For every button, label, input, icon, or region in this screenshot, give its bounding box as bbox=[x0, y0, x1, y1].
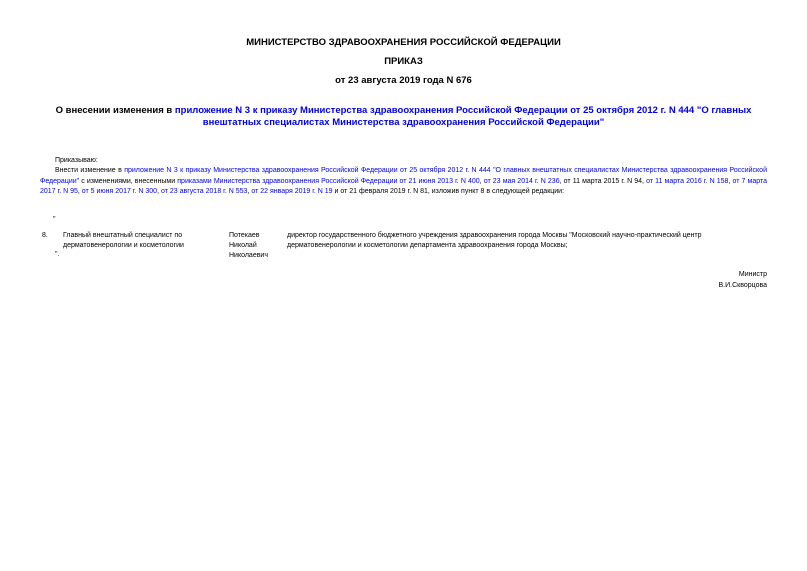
quote-open: " bbox=[53, 216, 56, 223]
document-title bbox=[40, 105, 767, 129]
para-start: Внести изменение в bbox=[55, 167, 125, 174]
title-prefix: О внесении изменения в bbox=[55, 105, 175, 116]
link-order-2019-january[interactable]: от 22 января 2019 г. N 19 bbox=[251, 188, 333, 195]
signature-name: В.И.Скворцова bbox=[718, 282, 767, 289]
ministry-heading: МИНИСТЕРСТВО ЗДРАВООХРАНЕНИЯ РОССИЙСКОЙ ФЕДЕРАЦИИ bbox=[246, 37, 561, 48]
para-mid2: , от 11 марта 2015 г. N 94, bbox=[559, 177, 647, 185]
link-order-2013[interactable]: приказами Министерства здравоохранения Российской Федерации от 21 июня 2013 г. N 400 bbox=[177, 177, 480, 185]
para-sep5: , bbox=[247, 188, 252, 195]
row-person-name: Потекаев Николай Николаевич bbox=[229, 232, 268, 259]
link-order-2017-march[interactable]: от 7 марта 2017 г. N 95 bbox=[40, 177, 768, 195]
para-sep3: , bbox=[77, 188, 82, 195]
date-number-heading: от 23 августа 2019 года N 676 bbox=[335, 75, 472, 86]
row-organization: директор государственного бюджетного учреждения здравоохранения города Москвы "Московский научно-практический центр дерматовенерологии и косметологии департамента здравоохранения города Москвы; bbox=[287, 232, 702, 249]
row-number: 8. bbox=[42, 232, 48, 239]
link-order-2018[interactable]: от 23 августа 2018 г. N 553 bbox=[160, 188, 248, 195]
main-paragraph bbox=[40, 166, 767, 198]
para-sep4: , bbox=[157, 188, 161, 195]
para-sep1: , bbox=[479, 177, 484, 185]
doc-type-heading: ПРИКАЗ bbox=[384, 56, 423, 67]
signature-title: Министр bbox=[738, 271, 767, 278]
link-appendix[interactable]: приложение N 3 к приказу Министерства здравоохранения Российской Федерации от 25 октября 2012 г. N 444 "О главных внештатных специалистах Министерства здравоохранения Российской Федерации" bbox=[40, 167, 767, 185]
para-mid1: с изменениями, внесенными bbox=[79, 177, 178, 185]
link-order-2014[interactable]: от 23 мая 2014 г. N 236 bbox=[483, 177, 560, 185]
para-sep2: , bbox=[728, 177, 733, 185]
order-word: Приказываю: bbox=[55, 157, 98, 164]
row-position: Главный внештатный специалист по дерматовенерологии и косметологии bbox=[63, 232, 184, 249]
link-order-2016[interactable]: от 11 марта 2016 г. N 158 bbox=[646, 177, 729, 185]
title-link[interactable]: приложение N 3 к приказу Министерства здравоохранения Российской Федерации от 25 октября 2012 г. N 444 "О главных внештатных специалистах Министерства здравоохранения Российской Федерации" bbox=[174, 105, 752, 128]
link-order-2017-june[interactable]: от 5 июня 2017 г. N 300 bbox=[81, 188, 158, 195]
para-end: и от 21 февраля 2019 г. N 81, изложив пункт 8 в следующей редакции: bbox=[332, 188, 565, 195]
quote-close: ". bbox=[55, 251, 60, 258]
